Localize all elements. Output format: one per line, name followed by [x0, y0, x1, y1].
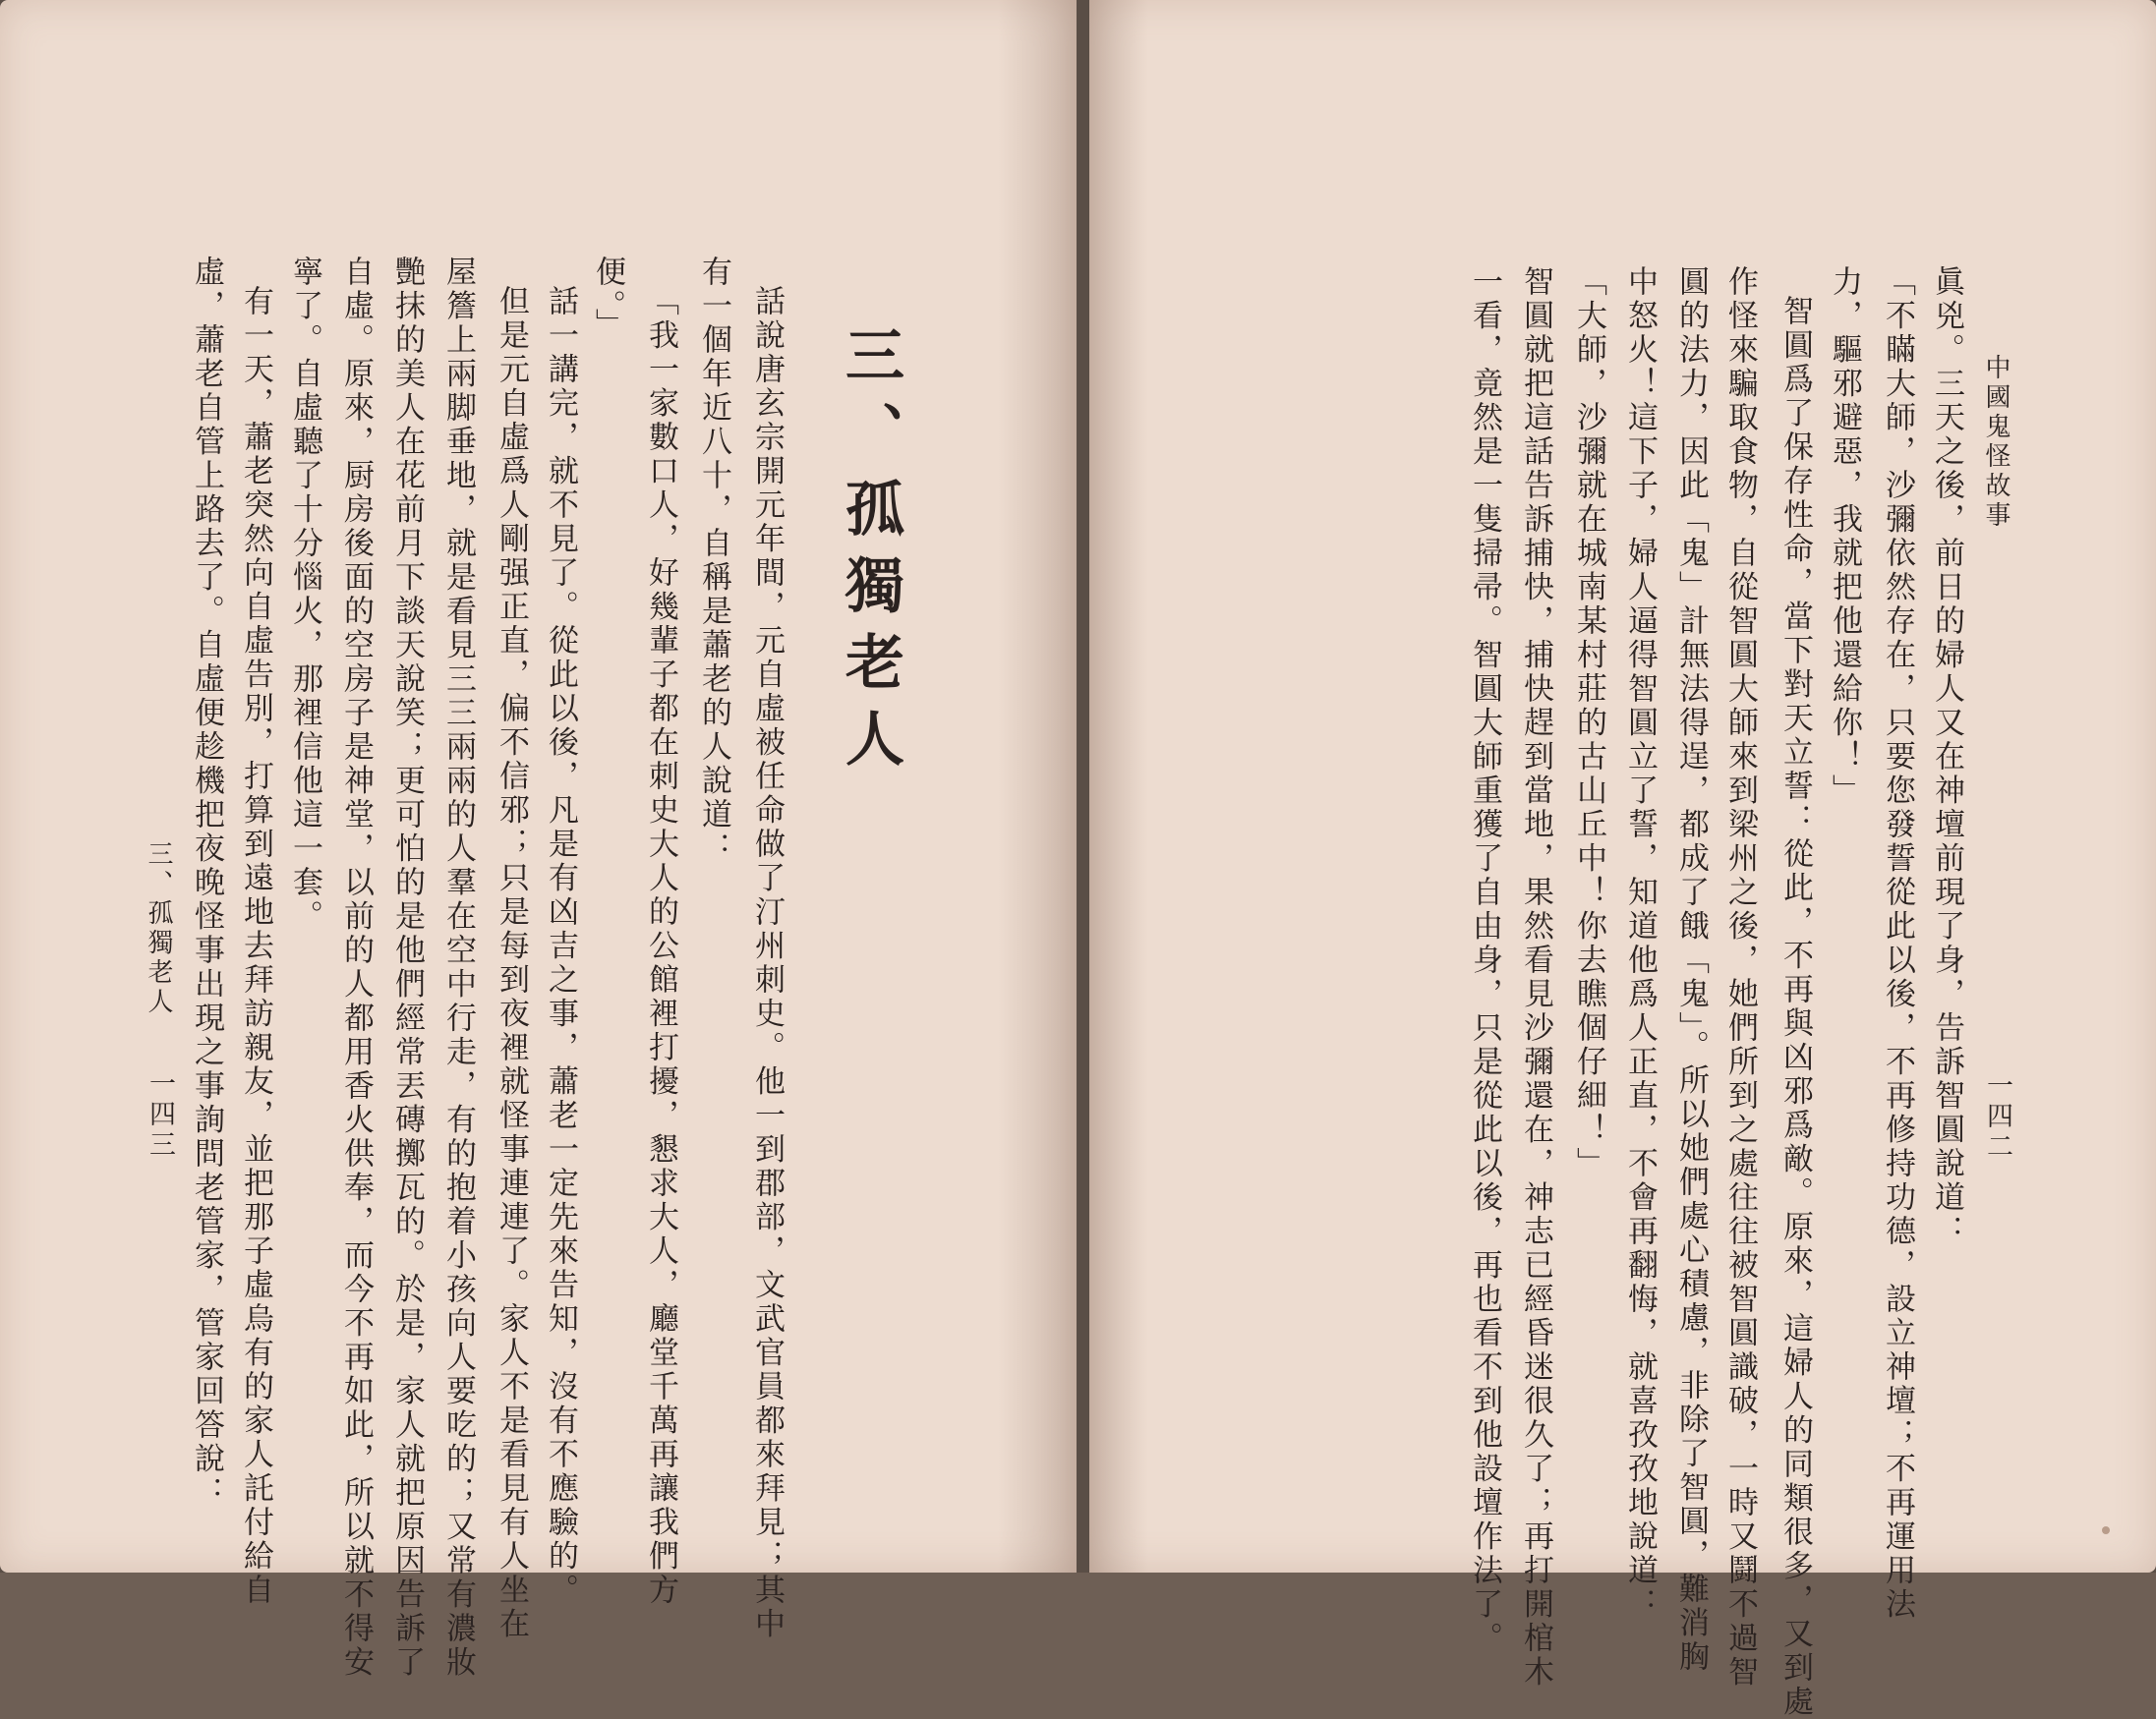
page-number: 一四二: [1982, 1071, 2012, 1163]
body-line: 但是元自虛爲人剛强正直，偏不信邪；只是每到夜裡就怪事連連了。家人不是看見有人坐在: [494, 285, 529, 1641]
body-line: 話說唐玄宗開元年間，元自虛被任命做了汀州刺史。他一到郡部，文武官員都來拜見；其中: [749, 285, 785, 1641]
paper-spot: [2102, 1526, 2110, 1534]
left-page: [0, 0, 1077, 1680]
body-line: 便。」: [590, 256, 625, 342]
body-line: 虛，蕭老自管上路去了。自虛便趁機把夜晚怪事出現之事詢問老管家，管家回答說：: [189, 256, 224, 1511]
body-line: 「不瞞大師，沙彌依然存在，只要您發誓從此以後，不再修持功德，設立神壇；不再運用法: [1880, 265, 1915, 1622]
body-line: 話一講完，就不見了。從此以後，凡是有凶吉之事，蕭老一定先來告知，沒有不應驗的。: [543, 285, 578, 1608]
body-line: 力，驅邪避惡，我就把他還給你！」: [1827, 265, 1862, 808]
gutter-shadow: [998, 0, 1077, 1573]
body-line: 「我一家數口人，好幾輩子都在刺史大人的公館裡打擾，懇求大人，廳堂千萬再讓我們方: [643, 285, 678, 1608]
body-line: 眞兇。三天之後，前日的婦人又在神壇前現了身，告訴智圓說道：: [1929, 265, 1964, 1249]
body-line: 艷抹的美人在花前月下談天說笑；更可怕的是他們經常丟磚擲瓦的。於是，家人就把原因告訴了: [389, 256, 425, 1680]
body-line: 「大師，沙彌就在城南某村莊的古山丘中！你去瞧個仔細！」: [1571, 265, 1606, 1181]
running-head: 中國鬼怪故事: [1981, 354, 2010, 531]
body-line: 屋簷上兩脚垂地，就是看見三三兩兩的人羣在空中行走，有的抱着小孩向人要吃的；又常有濃妝: [440, 256, 476, 1680]
gutter-shadow: [1089, 0, 1148, 1573]
page-number: 一四三: [145, 1069, 175, 1161]
body-line: 作怪來騙取食物，自從智圓大師來到梁州之後，她們所到之處往往被智圓識破，一時又鬪不過智: [1722, 265, 1758, 1690]
body-line: 自虛。原來，厨房後面的空房子是神堂，以前的人都用香火供奉，而今不再如此，所以就不得安: [338, 256, 374, 1680]
body-line: 一看，竟然是一隻掃帚。智圓大師重獲了自由身，只是從此以後，再也看不到他設壇作法了。: [1467, 265, 1502, 1656]
chapter-title: 三、孤獨老人: [836, 324, 904, 784]
body-line: 智圓爲了保存性命，當下對天立誓：從此，不再與凶邪爲敵。原來，這婦人的同類很多，又到處: [1777, 295, 1813, 1719]
body-line: 有一天，蕭老突然向自虛告別，打算到遠地去拜訪親友，並把那子虛烏有的家人託付給自: [238, 285, 273, 1608]
body-line: 有一個年近八十，自稱是蕭老的人說道：: [696, 256, 731, 866]
right-page: [1089, 0, 2156, 1719]
body-line: 寧了。自虛聽了十分惱火，那裡信他這一套。: [287, 256, 322, 934]
body-line: 中怒火！這下子，婦人逼得智圓立了誓，知道他爲人正直，不會再翻悔，就喜孜孜地說道：: [1622, 265, 1658, 1622]
running-footer: 三、孤獨老人: [144, 840, 173, 1017]
body-line: 智圓就把這話告訴捕快，捕快趕到當地，果然看見沙彌還在，神志已經昏迷很久了；再打開棺木: [1518, 265, 1553, 1690]
body-line: 圓的法力，因此「鬼」計無法得逞，都成了餓「鬼」。所以她們處心積慮，非除了智圓，難消胸: [1673, 265, 1709, 1675]
